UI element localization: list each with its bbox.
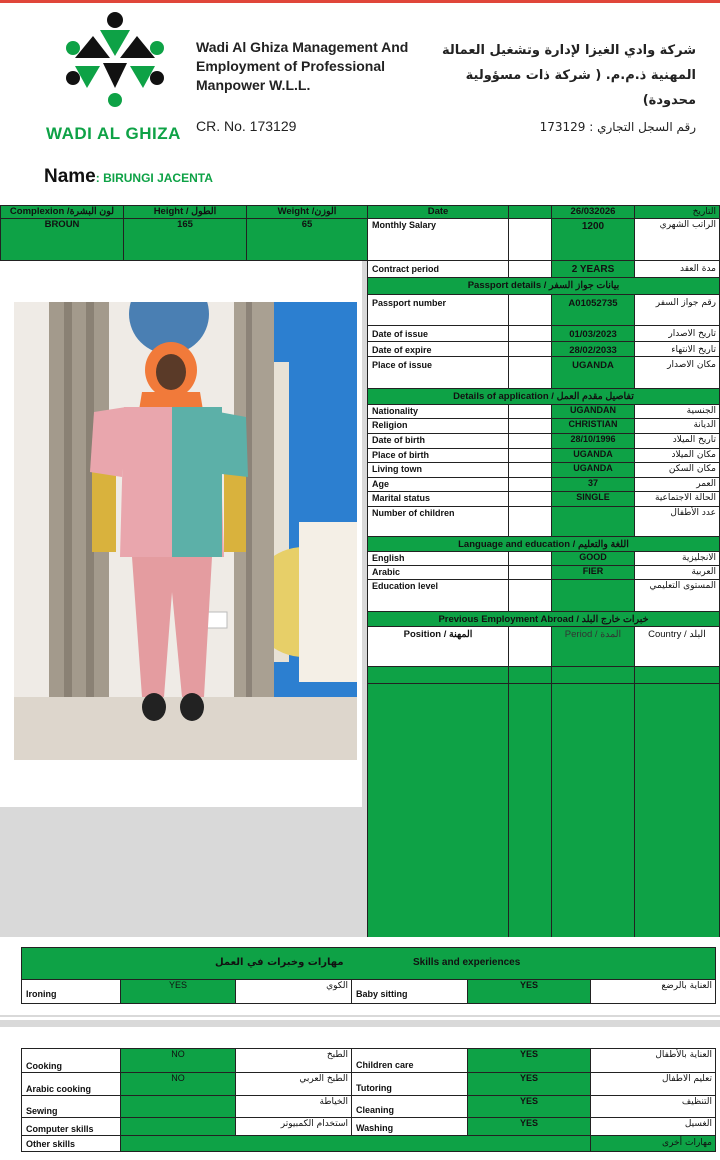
- skill-left-label: Sewing: [21, 1095, 121, 1118]
- employment-row-2-country: [634, 683, 720, 938]
- company-name-line-1: Wadi Al Ghiza Management And: [196, 39, 409, 55]
- passport-row-label: Passport number: [367, 294, 509, 326]
- application-row-ar: تاريخ الميلاد: [634, 433, 720, 449]
- passport-row-spacer: [508, 341, 552, 357]
- skill-ironing-ar: الكوي: [235, 979, 352, 1004]
- skill-ironing-label: Ironing: [21, 979, 121, 1004]
- application-row-ar: عدد الأطفال: [634, 506, 720, 537]
- language-row-ar: العربية: [634, 565, 720, 580]
- candidate-name: [44, 166, 213, 188]
- application-row-spacer: [508, 448, 552, 463]
- skill-left-label: Cooking: [21, 1048, 121, 1073]
- employment-row-1-period: [551, 666, 635, 684]
- application-row-value: 28/10/1996: [551, 433, 635, 449]
- skill-babysitting-value: YES: [467, 979, 591, 1004]
- company-name-en: [196, 38, 408, 95]
- passport-row-spacer: [508, 294, 552, 326]
- skill-babysitting-label: Baby sitting: [351, 979, 468, 1004]
- application-row-ar: العمر: [634, 477, 720, 492]
- company-name-ar-line-3: محدودة): [642, 93, 696, 108]
- position-header-text: Position / المهنة: [403, 629, 473, 640]
- application-row-label: Religion: [367, 418, 509, 434]
- application-row-value: [551, 506, 635, 537]
- position-header: [367, 626, 509, 667]
- application-row-value: SINGLE: [551, 491, 635, 507]
- skill-right-value: YES: [467, 1072, 591, 1096]
- salary-label: Monthly Salary: [367, 218, 509, 261]
- language-row-label: English: [367, 551, 509, 566]
- employment-row-1-country: [634, 666, 720, 684]
- complexion-value: BROUN: [0, 218, 124, 261]
- passport-row-value: 01/03/2023: [551, 325, 635, 342]
- contract-ar: مدة العقد: [634, 260, 720, 278]
- application-row-spacer: [508, 477, 552, 492]
- skill-left-label: Arabic cooking: [21, 1072, 121, 1096]
- other-skills-ar: مهارات أخرى: [590, 1135, 716, 1152]
- skill-right-ar: العناية بالأطفال: [590, 1048, 716, 1073]
- passport-row-value: 28/02/2033: [551, 341, 635, 357]
- employment-row-2-spacer: [508, 683, 552, 938]
- weight-value: 65: [246, 218, 368, 261]
- skill-babysitting-ar: العناية بالرضع: [590, 979, 716, 1004]
- skill-right-label: Children care: [351, 1048, 468, 1073]
- passport-row-spacer: [508, 325, 552, 342]
- passport-section-title: Passport details / بيانات جواز السفر: [367, 277, 720, 295]
- language-row-label: Arabic: [367, 565, 509, 580]
- application-row-spacer: [508, 491, 552, 507]
- date-spacer: [508, 205, 552, 219]
- logo-text: WADI AL GHIZA: [46, 124, 181, 143]
- name-label: Name: [44, 166, 96, 187]
- language-row-value: GOOD: [551, 551, 635, 566]
- height-header: Height / الطول: [123, 205, 247, 219]
- cr-number-en: CR. No. 173129: [196, 118, 297, 134]
- passport-row-ar: تاريخ الاصدار: [634, 325, 720, 342]
- skill-right-value: YES: [467, 1048, 591, 1073]
- skill-right-label: Tutoring: [351, 1072, 468, 1096]
- candidate-photo-image: [14, 302, 357, 760]
- passport-row-label: Date of issue: [367, 325, 509, 342]
- skill-left-value: NO: [120, 1072, 236, 1096]
- company-name-ar-line-2: المهنية ذ.م.م. ( شركة ذات مسؤولية: [465, 68, 696, 83]
- employment-row-2-period: [551, 683, 635, 938]
- skill-right-label: Washing: [351, 1117, 468, 1136]
- skill-left-ar: الطبخ: [235, 1048, 352, 1073]
- passport-row-value: UGANDA: [551, 356, 635, 389]
- application-row-ar: مكان الميلاد: [634, 448, 720, 463]
- application-row-label: Marital status: [367, 491, 509, 507]
- weight-header: Weight /الوزن: [246, 205, 368, 219]
- salary-spacer: [508, 218, 552, 261]
- application-row-spacer: [508, 433, 552, 449]
- language-row-spacer: [508, 565, 552, 580]
- name-value: : BIRUNGI JACENTA: [95, 171, 213, 185]
- language-section-title: Language and education / اللغة والتعليم: [367, 536, 720, 552]
- language-row-label: Education level: [367, 579, 509, 612]
- skill-ironing-value: YES: [120, 979, 236, 1004]
- skill-left-ar: الخياطة: [235, 1095, 352, 1118]
- application-row-value: 37: [551, 477, 635, 492]
- application-row-ar: الديانة: [634, 418, 720, 434]
- complexion-header: Complexion /لون البشرة: [0, 205, 124, 219]
- application-row-label: Date of birth: [367, 433, 509, 449]
- employment-row-1-spacer: [508, 666, 552, 684]
- skill-right-ar: الغسيل: [590, 1117, 716, 1136]
- skills-title-en: Skills and experiences: [413, 957, 521, 968]
- application-row-value: UGANDAN: [551, 404, 635, 419]
- passport-row-value: A01052735: [551, 294, 635, 326]
- date-ar: التاريخ: [634, 205, 720, 219]
- other-skills-label: Other skills: [21, 1135, 121, 1152]
- application-row-value: UGANDA: [551, 462, 635, 478]
- language-row-value: [551, 579, 635, 612]
- application-row-spacer: [508, 506, 552, 537]
- period-header: [551, 626, 635, 667]
- passport-row-ar: تاريخ الانتهاء: [634, 341, 720, 357]
- language-row-spacer: [508, 551, 552, 566]
- language-row-ar: المستوى التعليمي: [634, 579, 720, 612]
- salary-value: 1200: [551, 218, 635, 261]
- country-header: [634, 626, 720, 667]
- application-section-title: Details of application / تفاصيل مقدم العمل: [367, 388, 720, 405]
- skill-left-value: [120, 1095, 236, 1118]
- language-row-ar: الانجليزية: [634, 551, 720, 566]
- passport-row-label: Date of expire: [367, 341, 509, 357]
- contract-label: Contract period: [367, 260, 509, 278]
- company-name-line-3: Manpower W.L.L.: [196, 77, 311, 93]
- skills-title-bar: [21, 947, 716, 980]
- company-logo: [55, 8, 175, 123]
- application-row-ar: الحالة الاجتماعية: [634, 491, 720, 507]
- application-row-value: UGANDA: [551, 448, 635, 463]
- application-row-label: Age: [367, 477, 509, 492]
- country-header-text: Country / البلد: [648, 629, 706, 640]
- date-value: 26/032026: [551, 205, 635, 219]
- language-row-spacer: [508, 579, 552, 612]
- application-row-spacer: [508, 462, 552, 478]
- skill-left-value: NO: [120, 1048, 236, 1073]
- skill-right-ar: تعليم الاطفال: [590, 1072, 716, 1096]
- application-row-ar: الجنسية: [634, 404, 720, 419]
- passport-row-ar: مكان الاصدار: [634, 356, 720, 389]
- passport-row-ar: رقم جواز السفر: [634, 294, 720, 326]
- skills-separator: [0, 1020, 720, 1027]
- skill-left-ar: الطبخ العربي: [235, 1072, 352, 1096]
- skill-right-ar: التنظيف: [590, 1095, 716, 1118]
- candidate-photo: [14, 302, 357, 760]
- passport-row-label: Place of issue: [367, 356, 509, 389]
- contract-value: 2 YEARS: [551, 260, 635, 278]
- skill-right-value: YES: [467, 1117, 591, 1136]
- application-row-ar: مكان السكن: [634, 462, 720, 478]
- skill-left-label: Computer skills: [21, 1117, 121, 1136]
- application-row-label: Number of children: [367, 506, 509, 537]
- application-row-spacer: [508, 418, 552, 434]
- application-row-label: Living town: [367, 462, 509, 478]
- application-row-value: CHRISTIAN: [551, 418, 635, 434]
- skills-title-ar: مهارات وخبرات في العمل: [215, 957, 344, 968]
- cr-number-ar: رقم السجل التجاري : 173129: [539, 120, 696, 134]
- skill-left-value: [120, 1117, 236, 1136]
- application-row-spacer: [508, 404, 552, 419]
- company-name-ar-line-1: شركة وادي الغيزا لإدارة وتشغيل العمالة: [441, 43, 696, 58]
- employment-row-2-position: [367, 683, 509, 938]
- employment-spacer: [508, 626, 552, 667]
- date-row: [367, 205, 509, 219]
- logo-icon: [55, 8, 175, 123]
- company-name-line-2: Employment of Professional: [196, 58, 386, 74]
- period-header-text: Period / المدة: [564, 629, 622, 640]
- height-value: 165: [123, 218, 247, 261]
- skill-right-value: YES: [467, 1095, 591, 1118]
- date-label: Date: [427, 206, 449, 217]
- application-row-label: Place of birth: [367, 448, 509, 463]
- skill-left-ar: استخدام الكمبيوتر: [235, 1117, 352, 1136]
- company-name-ar: [436, 38, 696, 113]
- skill-right-label: Cleaning: [351, 1095, 468, 1118]
- employment-row-1-position: [367, 666, 509, 684]
- passport-row-spacer: [508, 356, 552, 389]
- employment-section-title: Previous Employment Abroad / خبرات خارج البلد: [367, 611, 720, 627]
- top-accent-bar: [0, 0, 720, 3]
- application-row-label: Nationality: [367, 404, 509, 419]
- salary-ar: الراتب الشهري: [634, 218, 720, 261]
- contract-spacer: [508, 260, 552, 278]
- language-row-value: FIER: [551, 565, 635, 580]
